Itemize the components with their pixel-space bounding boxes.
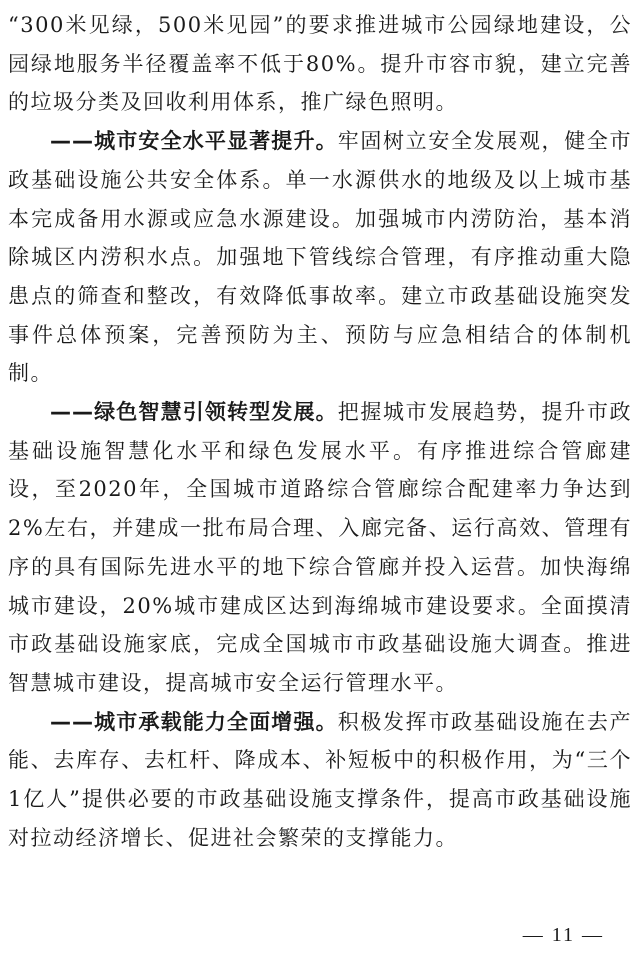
paragraph-green-space bbox=[8, 6, 632, 122]
paragraph-body: 牢固树立安全发展观，健全市政基础设施公共安全体系。单一水源供水的地级及以上城市基本完成备用水源或应急水源建设。加强城市内涝防治，基本消除城区内涝积水点。加强地下管线综合管理，有序推动重大隐患点的筛查和整改，有效降低事故率。建立市政基础设施突发事件总体预案，完善预防为主、预防与应急相结合的体制机制。 bbox=[8, 129, 632, 386]
paragraph-heading: ——绿色智慧引领转型发展。 bbox=[50, 400, 338, 425]
paragraph-body: “300米见绿，500米见园”的要求推进城市公园绿地建设，公园绿地服务半径覆盖率不低于80%。提升市容市貌，建立完善的垃圾分类及回收利用体系，推广绿色照明。 bbox=[8, 13, 632, 115]
paragraph-body: 把握城市发展趋势，提升市政基础设施智慧化水平和绿色发展水平。有序推进综合管廊建设，至2020年，全国城市道路综合管廊综合配建率力争达到2%左右，并建成一批布局合理、入廊完备、运行高效、管理有序的具有国际先进水平的地下综合管廊并投入运营。加快海绵城市建设，20%城市建成区达到海绵城市建设要求。全面摸清市政基础设施家底，完成全国城市市政基础设施大调查。推进智慧城市建设，提高城市安全运行管理水平。 bbox=[8, 400, 632, 695]
paragraph-urban-safety bbox=[8, 122, 632, 393]
paragraph-green-smart bbox=[8, 393, 632, 703]
paragraph-heading: ——城市承载能力全面增强。 bbox=[50, 709, 338, 734]
page-number: — 11 — bbox=[522, 924, 604, 946]
document-page bbox=[8, 0, 632, 857]
paragraph-body: 积极发挥市政基础设施在去产能、去库存、去杠杆、降成本、补短板中的积极作用，为“三个1亿人”提供必要的市政基础设施支撑条件，提高市政基础设施对拉动经济增长、促进社会繁荣的支撑能力。 bbox=[8, 709, 632, 850]
paragraph-carrying-capacity bbox=[8, 703, 632, 858]
paragraph-heading: ——城市安全水平显著提升。 bbox=[50, 129, 338, 154]
